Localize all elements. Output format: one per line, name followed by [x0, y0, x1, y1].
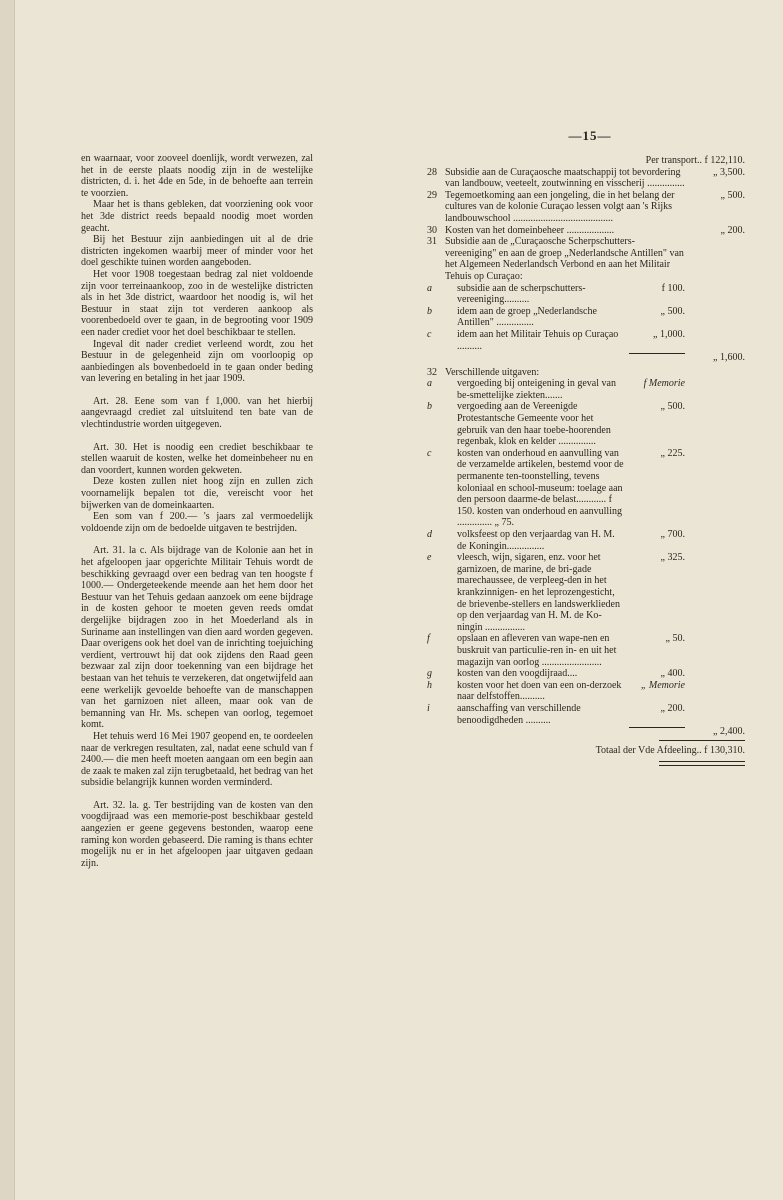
- budget-item-32: [427, 367, 745, 379]
- total-32-row: [427, 726, 745, 738]
- sub-amount: „ 200.: [660, 702, 685, 714]
- paragraph-art-32: Art. 32. la. g. Ter bestrijding van de kosten van den voogdijraad was een memorie-post beschikbaar gesteld aangezien er geene gegevens bestonden, waarop eene raming kon worden gebaseerd. Die raming is thans echter mogelijk nu er in het afgeloopen jaar uitgaven gedaan zijn.: [81, 799, 313, 869]
- sub-item-31b: [427, 306, 745, 329]
- sub-text: subsidie aan de scherpschutters-vereeniging..........: [457, 282, 586, 306]
- sub-item-31a: [427, 283, 745, 306]
- item-number: 28: [427, 166, 437, 178]
- left-column: [81, 153, 313, 869]
- total-31: „ 1,600.: [713, 352, 745, 364]
- paragraph-art-31: Art. 31. la c. Als bijdrage van de Kolonie aan het in het afgeloopen jaar opgerichte Militair Tehuis wordt de beschikking gevraagd over een bedrag van ten hoogste f 1000.— Ondergeteekende meende aan het hem door het Bestuur van het Tehuis gedaan aanzoek om eene bijdrage in de kosten gehoor te moeten geven reeds omdat dergelijke bijdragen zoo in het Moederland als in Suriname aan instellingen van dien aard worden gegeven. Daar overigens ook het doel van de inrichting toejuiching verdient, vertrouwt hij dat ook zijdens den Raad geen bezwaar zal zijn door toekenning van een bijdrage het bestaan van het tehuis te verzekeren, dat ongetwijfeld aan eene werkelijk gevoelde behoefte van de manschappen van het garnizoen niet alleen, maar ook van de bemanning van Hr. Ms. schepen van oorlog, tegemoet komt.: [81, 545, 313, 731]
- paragraph: Maar het is thans gebleken, dat voorziening ook voor het 3de district reeds bepaald noodig moet worden geacht.: [81, 199, 313, 234]
- sub-amount: „ 400.: [660, 668, 685, 680]
- total-rule: [659, 740, 745, 741]
- sub-letter: h: [427, 679, 432, 691]
- paragraph: en waarnaar, voor zooveel doenlijk, wordt verwezen, zal het in de eerste plaats noodig zijn in de westelijke districten, d. i. het 4de en 5de, in de behoefte aan terrein te voorzien.: [81, 153, 313, 199]
- grand-total-amount: f 130,310.: [704, 744, 745, 756]
- budget-item-31: [427, 236, 745, 282]
- sub-item-32g: [427, 668, 745, 680]
- sub-item-32d: [427, 529, 745, 552]
- sub-amount: „ 325.: [660, 552, 685, 564]
- sub-item-32b: [427, 401, 745, 447]
- paragraph: Bij het Bestuur zijn aanbiedingen uit al de drie districten ingekomen waarbij meer of minder voor het doel geschikte tuinen worden aangeboden.: [81, 234, 313, 269]
- sub-item-32i: [427, 703, 745, 726]
- sub-amount: „ 50.: [665, 633, 685, 645]
- item-amount: „ 500.: [720, 189, 745, 201]
- transport-label: Per transport..: [645, 155, 703, 166]
- grand-total-label: Totaal der Vde Afdeeling..: [595, 744, 702, 756]
- sub-amount: „ 1,000.: [653, 328, 685, 340]
- paragraph: Het voor 1908 toegestaan bedrag zal niet voldoende zijn voor terreinaankoop, zoo in de westelijke districten als in het 3de district, waardoor het noodig is, wil het Bestuur in staat zijn tot verderen aankoop als voorenbedoeld over te gaan, in de begrooting voor 1909 een nader crediet voor het doel beschikbaar te stellen.: [81, 268, 313, 338]
- item-text: Subsidie aan de Curaçaosche maatschappij tot bevordering van landbouw, veeteelt, zoutwinning en visscherij ...............: [445, 166, 685, 190]
- budget-item-29: [427, 190, 745, 225]
- subtotal-rule: [629, 353, 685, 354]
- sub-letter: d: [427, 529, 432, 540]
- subtotal-rule: [629, 727, 685, 728]
- sub-item-31c: [427, 329, 745, 352]
- item-number: 32: [427, 366, 437, 378]
- sub-amount: „ Memorie: [640, 679, 685, 691]
- sub-text: kosten van onderhoud en aanvulling van de verzamelde artikelen, bestemd voor de permanente ten-toonstelling, tevens koloniaal en school-museum: toelage aan den persoon daarme-de belast............ f 150. kosten van onderhoud en aanvulling .............. „ 75.: [457, 447, 624, 529]
- sub-text: aanschaffing van verschillende benoodigdheden ..........: [457, 702, 581, 726]
- item-text: Verschillende uitgaven:: [445, 366, 540, 378]
- sub-letter: a: [427, 378, 432, 390]
- sub-letter: i: [427, 702, 430, 714]
- paragraph: Een som van f 200.— 's jaars zal vermoedelijk voldoende zijn om de bedoelde uitgaven te bestrijden.: [81, 511, 313, 534]
- page-number: —15—: [568, 128, 612, 143]
- sub-amount: f 100.: [661, 282, 685, 294]
- paragraph: Het tehuis werd 16 Mei 1907 geopend en, te oordeelen naar de verkregen resultaten, zal, nadat eene schuld van f 2400.— die men heeft moeten aangaan om een begin aan de zaak te maken zal zijn terugbetaald, het bedrag van het subsidie belangrijk kunnen worden verminderd.: [81, 730, 313, 789]
- sub-letter: f: [427, 633, 430, 645]
- sub-item-32c: [427, 448, 745, 529]
- item-amount: „ 200.: [720, 224, 745, 236]
- item-number: 29: [427, 189, 437, 201]
- sub-text: kosten voor het doen van een on-derzoek naar delfstoffen..........: [457, 679, 622, 703]
- budget-item-28: [427, 167, 745, 190]
- total-31-row: [427, 352, 745, 364]
- sub-letter: b: [427, 401, 432, 413]
- double-rule: [659, 761, 745, 766]
- budget-item-30: [427, 225, 745, 237]
- item-text: Kosten van het domeinbeheer ...................: [445, 224, 615, 236]
- item-amount: „ 3,500.: [713, 166, 745, 178]
- sub-text: vergoeding aan de Vereenigde Protestantsche Gemeente voor het gebruik van den haar toebe-hoorenden regenbak, klok en kelder ...............: [457, 401, 611, 448]
- total-32: „ 2,400.: [713, 726, 745, 738]
- sub-item-32h: [427, 680, 745, 703]
- sub-letter: c: [427, 447, 432, 459]
- item-text: Subsidie aan de „Curaçaosche Scherpschutters-vereeniging" en aan de groep „Nederlandsche Antillen" van het Algemeen Nederlandsch Verbond en aan het Militair Tehuis op Curaçao:: [445, 236, 684, 282]
- sub-item-32e: [427, 552, 745, 633]
- sub-text: idem aan de groep „Nederlandsche Antillen" ...............: [457, 305, 597, 329]
- transport-line: [427, 155, 745, 167]
- sub-item-32f: [427, 633, 745, 668]
- sub-amount: f Memorie: [643, 378, 685, 390]
- document-page: [14, 0, 783, 1200]
- sub-amount: „ 700.: [660, 529, 685, 540]
- sub-text: volksfeest op den verjaardag van H. M. de Koningin...............: [457, 529, 615, 552]
- sub-letter: g: [427, 668, 432, 680]
- sub-amount: „ 500.: [660, 401, 685, 413]
- sub-text: kosten van den voogdijraad....: [457, 668, 578, 680]
- paragraph: Deze kosten zullen niet hoog zijn en zullen zich voornamelijk bepalen tot die, vereischt voor het bijwerken van de domeinkaarten.: [81, 476, 313, 511]
- sub-text: opslaan en afleveren van wape-nen en buskruit van particulie-ren in- en uit het magazijn van oorlog ........................: [457, 633, 617, 668]
- sub-letter: a: [427, 282, 432, 294]
- paragraph: Ingeval dit nader crediet verleend wordt, zou het Bestuur in de gelegenheid zijn om voorloopig op aanbiedingen als bovenbedoeld in te gaan onder beding van levering en betaling in het jaar 1909.: [81, 338, 313, 385]
- item-number: 30: [427, 224, 437, 236]
- paragraph-art-28: Art. 28. Eene som van f 1,000. van het hierbij aangevraagd crediet zal uitsluitend ten bate van de vlechtindustrie worden uitgegeven.: [81, 395, 313, 431]
- grand-total-line: [427, 745, 745, 757]
- sub-letter: e: [427, 552, 432, 564]
- item-number: 31: [427, 236, 437, 248]
- sub-amount: „ 225.: [660, 447, 685, 459]
- transport-amount: f 122,110.: [704, 155, 745, 166]
- right-column-budget: [427, 155, 745, 766]
- sub-letter: c: [427, 328, 432, 340]
- sub-text: vleesch, wijn, sigaren, enz. voor het garnizoen, de marine, de bri-gade marechaussee, de verpleeg-den in het krankzinnigen- en het leprozengesticht, de brievenbe-stellers en landswerklieden op den verjaardag van H. M. de Ko-ningin ................: [457, 552, 620, 633]
- sub-text: vergoeding bij onteigening in geval van be-smettelijke ziekten.......: [457, 378, 616, 401]
- item-text: Tegemoetkoming aan een jongeling, die in het belang der cultures van de kolonie Curaçao lessen volgt aan 's Rijks landbouwschool ........................................: [445, 189, 675, 224]
- paragraph-art-30: Art. 30. Het is noodig een crediet beschikbaar te stellen waaruit de kosten, welke het domeinbeheer nu en dan voordert, kunnen worden gekweten.: [81, 441, 313, 476]
- sub-text: idem aan het Militair Tehuis op Curaçao ..........: [457, 328, 619, 352]
- sub-amount: „ 500.: [660, 305, 685, 317]
- sub-letter: b: [427, 305, 432, 317]
- sub-item-32a: [427, 378, 745, 401]
